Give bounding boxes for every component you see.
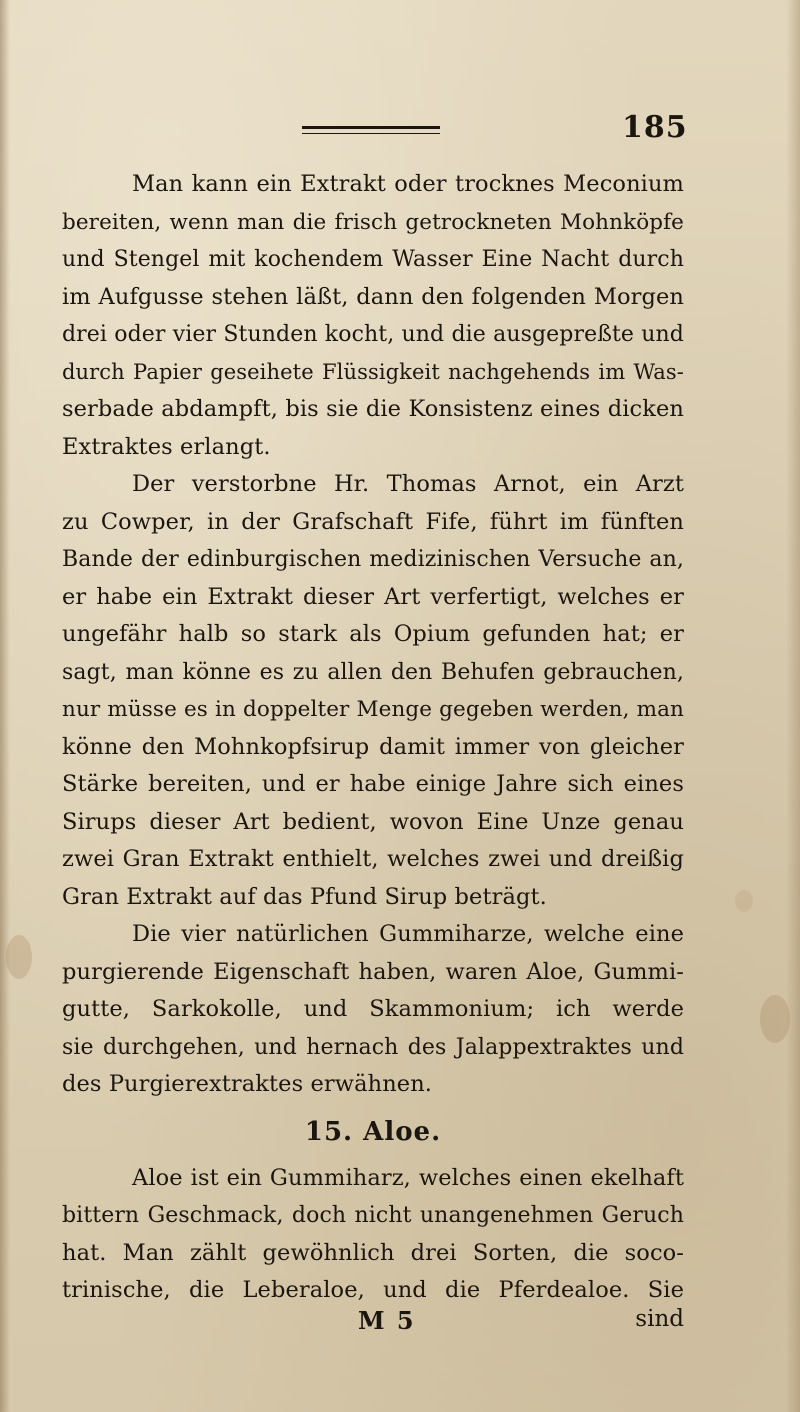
paper-stain bbox=[760, 995, 790, 1043]
text-line: purgierende Eigenschaft haben, waren Aloe, Gummi- bbox=[62, 958, 684, 985]
text-line: und Stengel mit kochendem Wasser Eine Nacht durch bbox=[62, 247, 684, 272]
text-line: Gran Extrakt auf das Pfund Sirup beträgt. bbox=[62, 883, 547, 910]
text-line: drei oder vier Stunden kocht, und die ausgepreßte und bbox=[62, 322, 684, 347]
text-line: sagt, man könne es zu allen den Behufen gebrauchen, bbox=[62, 659, 684, 685]
text-line: bereiten, wenn man die frisch getrockneten Mohnköpfe bbox=[62, 209, 684, 235]
header-rule bbox=[302, 126, 440, 134]
section-heading: 15. Aloe. bbox=[304, 1116, 442, 1147]
text-line: durch Papier geseihete Flüssigkeit nachgehends im Was- bbox=[62, 359, 684, 384]
signature-mark: M 5 bbox=[358, 1306, 416, 1335]
page-edge-shadow bbox=[786, 0, 800, 1412]
text-line: er habe ein Extrakt dieser Art verfertigt, welches er bbox=[62, 583, 684, 610]
text-line: ungefähr halb so stark als Opium gefunden hat; er bbox=[62, 621, 684, 647]
page-edge-shadow bbox=[0, 0, 10, 1412]
text-line: gutte, Sarkokolle, und Skammonium; ich werde bbox=[62, 996, 684, 1022]
text-line: trinische, die Leberaloe, und die Pferdealoe. Sie bbox=[62, 1277, 684, 1303]
paper-stain bbox=[6, 935, 32, 979]
text-line: sie durchgehen, und hernach des Jalappextraktes und bbox=[62, 1034, 684, 1060]
page-number: 185 bbox=[622, 110, 688, 145]
catchword: sind bbox=[635, 1306, 684, 1332]
text-line: Stärke bereiten, und er habe einige Jahre sich eines bbox=[62, 771, 684, 797]
text-line: könne den Mohnkopfsirup damit immer von gleicher bbox=[62, 733, 684, 760]
text-line: serbade abdampft, bis sie die Konsistenz eines dicken bbox=[62, 396, 684, 422]
text-line: zu Cowper, in der Grafschaft Fife, führt im fünften bbox=[62, 508, 684, 535]
text-line: im Aufgusse stehen läßt, dann den folgenden Morgen bbox=[62, 283, 684, 310]
text-line: des Purgierextraktes erwähnen. bbox=[62, 1071, 433, 1097]
text-line: Aloe ist ein Gummiharz, welches einen ekelhaft bbox=[132, 1164, 684, 1191]
text-line: zwei Gran Extrakt enthielt, welches zwei und dreißig bbox=[62, 846, 684, 872]
text-line: nur müsse es in doppelter Menge gegeben werden, man bbox=[62, 697, 684, 722]
text-line: Man kann ein Extrakt oder trocknes Meconium bbox=[132, 171, 684, 197]
text-line: hat. Man zählt gewöhnlich drei Sorten, die soco- bbox=[62, 1239, 684, 1266]
text-line: Sirups dieser Art bedient, wovon Eine Unze genau bbox=[62, 808, 684, 835]
text-line: bittern Geschmack, doch nicht unangenehmen Geruch bbox=[62, 1203, 684, 1228]
paper-stain bbox=[735, 890, 753, 912]
text-line: Der verstorbne Hr. Thomas Arnot, ein Arzt bbox=[132, 471, 684, 497]
text-line: Bande der edinburgischen medizinischen Versuche an, bbox=[62, 547, 684, 572]
text-line: Die vier natürlichen Gummiharze, welche eine bbox=[132, 921, 684, 947]
text-line: Extraktes erlangt. bbox=[62, 433, 271, 460]
page-footer bbox=[62, 1306, 684, 1344]
body-text bbox=[62, 166, 684, 1310]
